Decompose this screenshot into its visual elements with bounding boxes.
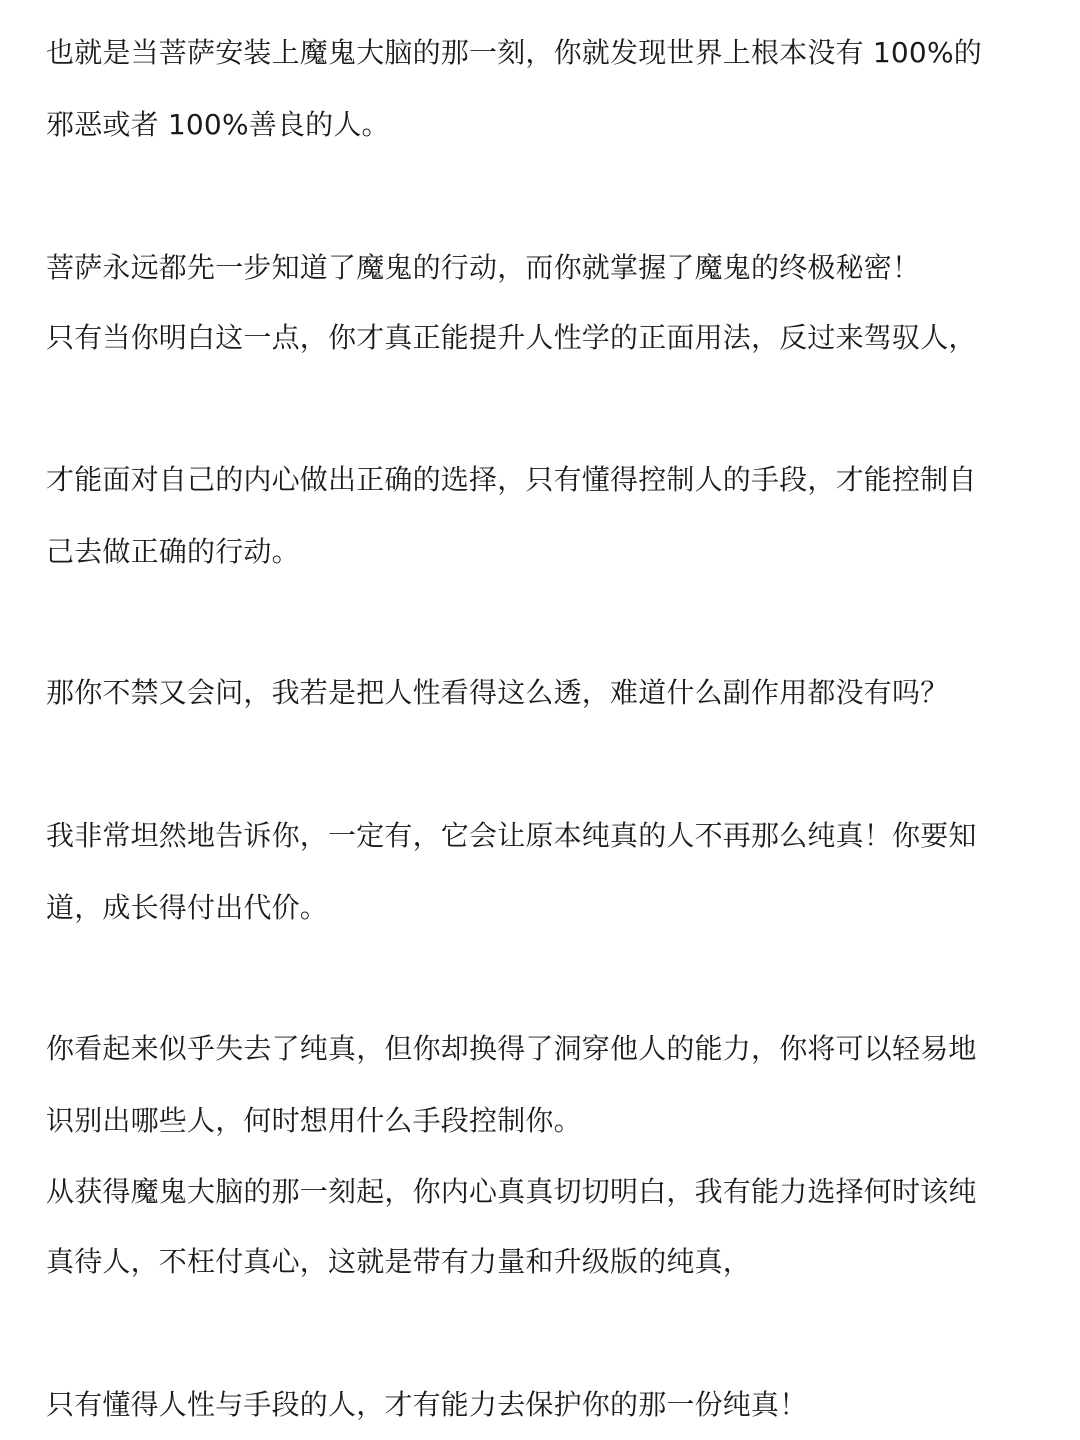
text-line-7: 那你不禁又会问，我若是把人性看得这么透，难道什么副作用都没有吗？: [46, 676, 949, 709]
text-line-6: 己去做正确的行动。: [46, 535, 300, 568]
text-line-14: 只有懂得人性与手段的人，才有能力去保护你的那一份纯真！: [46, 1388, 808, 1421]
text-line-12: 从获得魔鬼大脑的那一刻起，你内心真真切切明白，我有能力选择何时该纯: [46, 1175, 977, 1208]
text-line-3: 菩萨永远都先一步知道了魔鬼的行动，而你就掌握了魔鬼的终极秘密！: [46, 251, 921, 284]
text-line-4: 只有当你明白这一点，你才真正能提升人性学的正面用法，反过来驾驭人，: [46, 321, 977, 354]
text-line-1: 也就是当菩萨安装上魔鬼大脑的那一刻，你就发现世界上根本没有 100%的: [46, 36, 982, 69]
text-line-11: 识别出哪些人，何时想用什么手段控制你。: [46, 1104, 582, 1137]
text-line-13: 真待人，不枉付真心，这就是带有力量和升级版的纯真，: [46, 1245, 752, 1278]
text-line-5: 才能面对自己的内心做出正确的选择，只有懂得控制人的手段，才能控制自: [46, 463, 977, 496]
text-line-10: 你看起来似乎失去了纯真，但你却换得了洞穿他人的能力，你将可以轻易地: [46, 1032, 977, 1065]
text-line-2: 邪恶或者 100%善良的人。: [46, 108, 390, 141]
text-line-9: 道，成长得付出代价。: [46, 891, 329, 924]
text-line-8: 我非常坦然地告诉你，一定有，它会让原本纯真的人不再那么纯真！你要知: [46, 819, 977, 852]
